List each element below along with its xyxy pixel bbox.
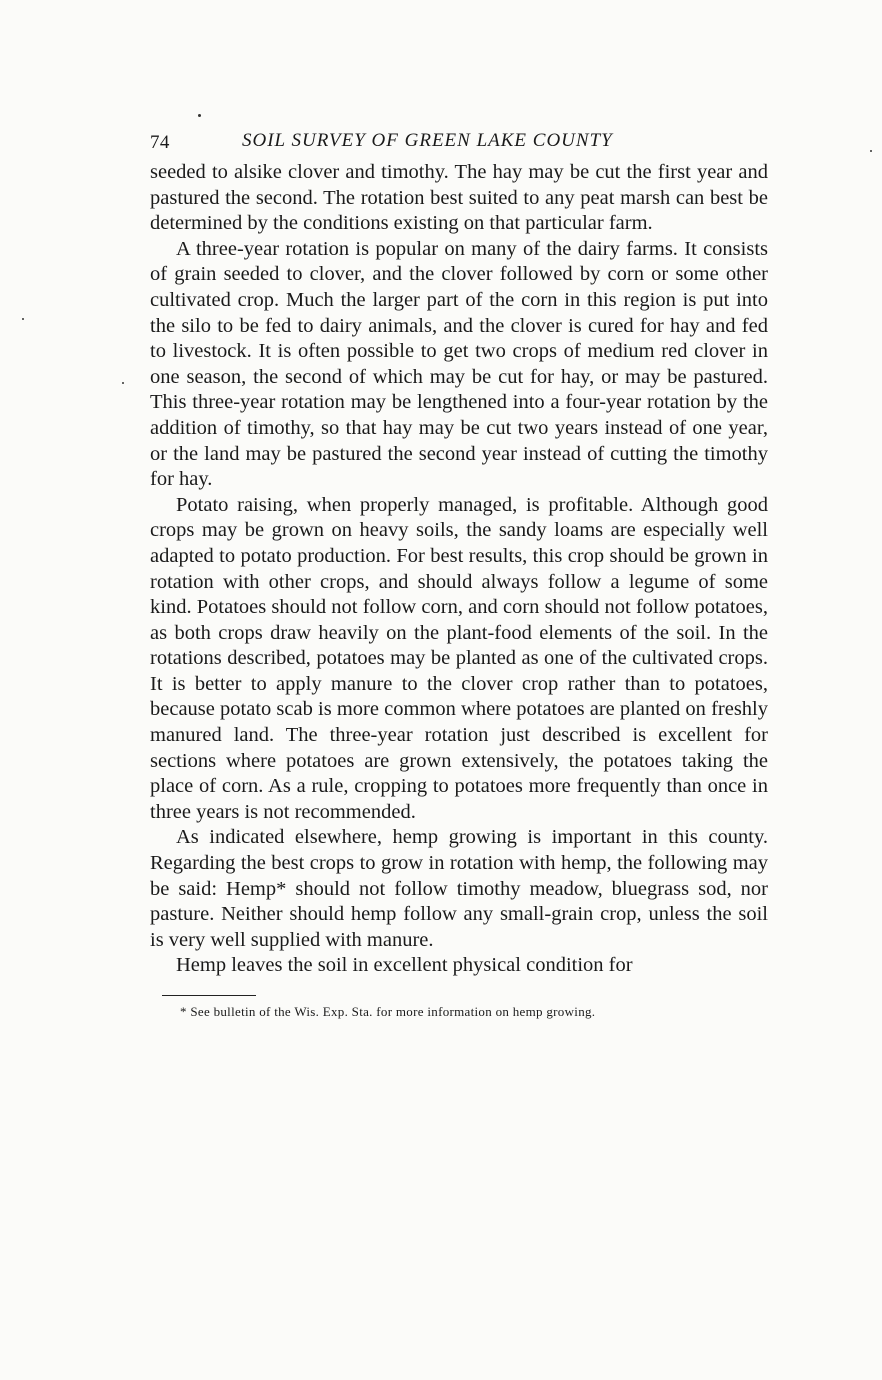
document-page bbox=[150, 128, 768, 1020]
running-head bbox=[150, 128, 768, 160]
page-number: 74 bbox=[150, 132, 170, 153]
paragraph-continued: seeded to alsike clover and timothy. The hay may be cut the first year and pastured the second. The rotation best suited to any peat marsh can best be determined by the conditions existing on that particular farm. bbox=[150, 161, 768, 235]
body-text bbox=[150, 160, 768, 979]
paper-speck bbox=[22, 318, 24, 320]
paper-speck bbox=[198, 114, 201, 117]
paper-speck bbox=[870, 150, 872, 152]
paragraph-three-year-rotation: A three-year rotation is popular on many of the dairy farms. It consists of grain seeded to clover, and the clover followed by corn or some other cultivated crop. Much the larger part of the corn in this region is put into the silo to be fed to dairy animals, and the clover is cured for hay and fed to livestock. It is often possible to get two crops of medium red clover in one season, the second of which may be cut for hay, or may be pastured. This three-year rotation may be lengthened into a four-year rotation by the addition of timothy, so that hay may be cut two years instead of one year, or the land may be pastured the second year instead of cutting the timothy for hay. bbox=[150, 237, 768, 491]
paragraph-hemp-leaves: Hemp leaves the soil in excellent physical condition for bbox=[176, 954, 633, 977]
paragraph-hemp-growing: As indicated elsewhere, hemp growing is important in this county. Regarding the best crops to grow in rotation with hemp, the following may be said: Hemp* should not follow timothy meadow, bluegrass sod, nor pasture. Neither should hemp follow any small-grain crop, unless the soil is very well supplied with manure. bbox=[150, 826, 768, 951]
running-title: SOIL SURVEY OF GREEN LAKE COUNTY bbox=[242, 130, 613, 151]
footnote: * See bulletin of the Wis. Exp. Sta. for more information on hemp growing. bbox=[180, 1004, 596, 1019]
paper-speck bbox=[122, 382, 124, 384]
footnote-rule bbox=[162, 995, 256, 996]
paragraph-potato-raising: Potato raising, when properly managed, is profitable. Although good crops may be grown on heavy soils, the sandy loams are especially well adapted to potato production. For best results, this crop should be grown in rotation with other crops, and should always follow a legume of some kind. Potatoes should not follow corn, and corn should not follow potatoes, as both crops draw heavily on the plant-food elements of the soil. In the rotations described, potatoes may be planted as one of the cultivated crops. It is better to apply manure to the clover crop rather than to potatoes, because potato scab is more common where potatoes are planted on freshly manured land. The three-year rotation just described is excellent for sections where potatoes are grown extensively, the potatoes taking the place of corn. As a rule, cropping to potatoes more frequently than once in three years is not recommended. bbox=[150, 493, 768, 823]
